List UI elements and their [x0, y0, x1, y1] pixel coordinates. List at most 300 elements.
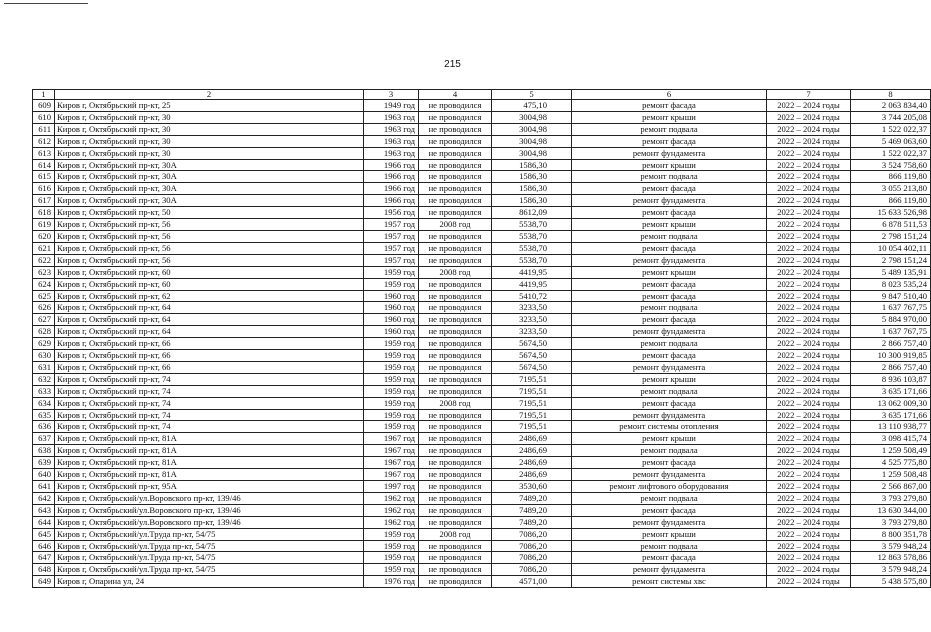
table-row — [33, 350, 931, 362]
table-row — [33, 481, 931, 493]
work-type-cell: ремонт системы отопления — [572, 421, 767, 433]
last-repair-cell: не проводился — [419, 111, 492, 123]
cost-cell: 1 259 508,49 — [851, 445, 931, 457]
table-row — [33, 290, 931, 302]
area-cell: 475,10 — [492, 100, 572, 112]
commission-year-cell: 1960 год — [364, 290, 419, 302]
commission-year-cell: 1963 год — [364, 123, 419, 135]
row-number-cell: 609 — [33, 100, 55, 112]
last-repair-cell: не проводился — [419, 326, 492, 338]
work-type-cell: ремонт крыши — [572, 219, 767, 231]
period-cell: 2022 – 2024 годы — [767, 528, 851, 540]
area-cell: 2486,69 — [492, 433, 572, 445]
period-cell: 2022 – 2024 годы — [767, 171, 851, 183]
table-row — [33, 552, 931, 564]
last-repair-cell: не проводился — [419, 302, 492, 314]
work-type-cell: ремонт фасада — [572, 314, 767, 326]
period-cell: 2022 – 2024 годы — [767, 504, 851, 516]
work-type-cell: ремонт подвала — [572, 492, 767, 504]
row-number-cell: 630 — [33, 350, 55, 362]
address-cell: Киров г, Октябрьский пр-кт, 66 — [55, 338, 364, 350]
area-cell: 5538,70 — [492, 230, 572, 242]
address-cell: Киров г, Октябрьский пр-кт, 64 — [55, 326, 364, 338]
address-cell: Киров г, Октябрьский пр-кт, 30А — [55, 159, 364, 171]
area-cell: 5674,50 — [492, 361, 572, 373]
last-repair-cell: не проводился — [419, 469, 492, 481]
last-repair-cell: не проводился — [419, 457, 492, 469]
work-type-cell: ремонт крыши — [572, 266, 767, 278]
area-cell: 1586,30 — [492, 195, 572, 207]
commission-year-cell: 1959 год — [364, 421, 419, 433]
cost-cell: 6 878 511,53 — [851, 219, 931, 231]
table-row — [33, 171, 931, 183]
period-cell: 2022 – 2024 годы — [767, 123, 851, 135]
last-repair-cell: не проводился — [419, 195, 492, 207]
period-cell: 2022 – 2024 годы — [767, 397, 851, 409]
table-header-row — [33, 90, 931, 100]
period-cell: 2022 – 2024 годы — [767, 564, 851, 576]
period-cell: 2022 – 2024 годы — [767, 492, 851, 504]
cost-cell: 3 793 279,80 — [851, 492, 931, 504]
cost-cell: 3 579 948,24 — [851, 540, 931, 552]
commission-year-cell: 1966 год — [364, 159, 419, 171]
address-cell: Киров г, Октябрьский пр-кт, 30 — [55, 123, 364, 135]
period-cell: 2022 – 2024 годы — [767, 302, 851, 314]
last-repair-cell: не проводился — [419, 481, 492, 493]
last-repair-cell: не проводился — [419, 576, 492, 588]
table-row — [33, 540, 931, 552]
last-repair-cell: не проводился — [419, 564, 492, 576]
cost-cell: 2 866 757,40 — [851, 338, 931, 350]
work-type-cell: ремонт фундамента — [572, 361, 767, 373]
period-cell: 2022 – 2024 годы — [767, 373, 851, 385]
table-row — [33, 100, 931, 112]
cost-cell: 3 635 171,66 — [851, 385, 931, 397]
last-repair-cell: не проводился — [419, 135, 492, 147]
work-type-cell: ремонт крыши — [572, 373, 767, 385]
table-row — [33, 576, 931, 588]
row-number-cell: 641 — [33, 481, 55, 493]
commission-year-cell: 1959 год — [364, 540, 419, 552]
commission-year-cell: 1967 год — [364, 469, 419, 481]
work-type-cell: ремонт подвала — [572, 230, 767, 242]
address-cell: Киров г, Октябрьский/ул.Воровского пр-кт, 139/46 — [55, 504, 364, 516]
work-type-cell: ремонт подвала — [572, 171, 767, 183]
cost-cell: 10 054 402,11 — [851, 242, 931, 254]
work-type-cell: ремонт крыши — [572, 433, 767, 445]
table-row — [33, 254, 931, 266]
cost-cell: 15 633 526,98 — [851, 207, 931, 219]
table-row — [33, 492, 931, 504]
table-row — [33, 123, 931, 135]
period-cell: 2022 – 2024 годы — [767, 552, 851, 564]
commission-year-cell: 1997 год — [364, 481, 419, 493]
table-row — [33, 111, 931, 123]
commission-year-cell: 1959 год — [364, 397, 419, 409]
address-cell: Киров г, Октябрьский пр-кт, 74 — [55, 397, 364, 409]
cost-cell: 2 866 757,40 — [851, 361, 931, 373]
row-number-cell: 620 — [33, 230, 55, 242]
area-cell: 5674,50 — [492, 350, 572, 362]
row-number-cell: 614 — [33, 159, 55, 171]
row-number-cell: 634 — [33, 397, 55, 409]
area-cell: 7489,20 — [492, 516, 572, 528]
row-number-cell: 640 — [33, 469, 55, 481]
last-repair-cell: 2008 год — [419, 266, 492, 278]
area-cell: 2486,69 — [492, 445, 572, 457]
table-row — [33, 361, 931, 373]
address-cell: Киров г, Октябрьский/ул.Труда пр-кт, 54/75 — [55, 528, 364, 540]
row-number-cell: 648 — [33, 564, 55, 576]
cost-cell: 3 055 213,80 — [851, 183, 931, 195]
table-row — [33, 266, 931, 278]
table-row — [33, 302, 931, 314]
address-cell: Киров г, Октябрьский пр-кт, 74 — [55, 409, 364, 421]
commission-year-cell: 1967 год — [364, 445, 419, 457]
row-number-cell: 611 — [33, 123, 55, 135]
address-cell: Киров г, Октябрьский пр-кт, 25 — [55, 100, 364, 112]
area-cell: 7086,20 — [492, 564, 572, 576]
cost-cell: 3 744 205,08 — [851, 111, 931, 123]
work-type-cell: ремонт фундамента — [572, 516, 767, 528]
row-number-cell: 643 — [33, 504, 55, 516]
cost-cell: 2 798 151,24 — [851, 230, 931, 242]
last-repair-cell: не проводился — [419, 445, 492, 457]
area-cell: 1586,30 — [492, 159, 572, 171]
last-repair-cell: не проводился — [419, 385, 492, 397]
cost-cell: 1 637 767,75 — [851, 326, 931, 338]
work-type-cell: ремонт фасада — [572, 290, 767, 302]
address-cell: Киров г, Октябрьский пр-кт, 56 — [55, 242, 364, 254]
period-cell: 2022 – 2024 годы — [767, 516, 851, 528]
table-row — [33, 504, 931, 516]
commission-year-cell: 1967 год — [364, 457, 419, 469]
period-cell: 2022 – 2024 годы — [767, 254, 851, 266]
work-type-cell: ремонт фасада — [572, 504, 767, 516]
commission-year-cell: 1966 год — [364, 171, 419, 183]
address-cell: Киров г, Октябрьский пр-кт, 30А — [55, 183, 364, 195]
row-number-cell: 633 — [33, 385, 55, 397]
commission-year-cell: 1962 год — [364, 504, 419, 516]
work-type-cell: ремонт фасада — [572, 552, 767, 564]
last-repair-cell: не проводился — [419, 207, 492, 219]
period-cell: 2022 – 2024 годы — [767, 409, 851, 421]
commission-year-cell: 1959 год — [364, 266, 419, 278]
area-cell: 8612,09 — [492, 207, 572, 219]
last-repair-cell: не проводился — [419, 230, 492, 242]
cost-cell: 1 637 767,75 — [851, 302, 931, 314]
row-number-cell: 625 — [33, 290, 55, 302]
cost-cell: 10 300 919,85 — [851, 350, 931, 362]
last-repair-cell: 2008 год — [419, 397, 492, 409]
column-number-header: 6 — [572, 90, 767, 100]
area-cell: 7195,51 — [492, 409, 572, 421]
period-cell: 2022 – 2024 годы — [767, 195, 851, 207]
row-number-cell: 612 — [33, 135, 55, 147]
column-number-header: 5 — [492, 90, 572, 100]
cost-cell: 3 524 758,60 — [851, 159, 931, 171]
last-repair-cell: не проводился — [419, 100, 492, 112]
area-cell: 1586,30 — [492, 171, 572, 183]
work-type-cell: ремонт фасада — [572, 183, 767, 195]
period-cell: 2022 – 2024 годы — [767, 183, 851, 195]
cost-cell: 2 566 867,00 — [851, 481, 931, 493]
area-cell: 7086,20 — [492, 552, 572, 564]
address-cell: Киров г, Октябрьский пр-кт, 64 — [55, 314, 364, 326]
period-cell: 2022 – 2024 годы — [767, 207, 851, 219]
area-cell: 7195,51 — [492, 397, 572, 409]
area-cell: 7489,20 — [492, 492, 572, 504]
page-number: 215 — [444, 59, 461, 70]
period-cell: 2022 – 2024 годы — [767, 159, 851, 171]
commission-year-cell: 1959 год — [364, 373, 419, 385]
table-row — [33, 207, 931, 219]
work-type-cell: ремонт фасада — [572, 457, 767, 469]
address-cell: Киров г, Октябрьский/ул.Труда пр-кт, 54/75 — [55, 564, 364, 576]
table-row — [33, 159, 931, 171]
cost-cell: 2 063 834,40 — [851, 100, 931, 112]
last-repair-cell: не проводился — [419, 314, 492, 326]
row-number-cell: 627 — [33, 314, 55, 326]
period-cell: 2022 – 2024 годы — [767, 576, 851, 588]
address-cell: Киров г, Октябрьский пр-кт, 95А — [55, 481, 364, 493]
table-row — [33, 326, 931, 338]
row-number-cell: 646 — [33, 540, 55, 552]
cost-cell: 1 522 022,37 — [851, 123, 931, 135]
commission-year-cell: 1959 год — [364, 409, 419, 421]
period-cell: 2022 – 2024 годы — [767, 469, 851, 481]
last-repair-cell: не проводился — [419, 504, 492, 516]
last-repair-cell: не проводился — [419, 171, 492, 183]
address-cell: Киров г, Октябрьский пр-кт, 60 — [55, 266, 364, 278]
area-cell: 5410,72 — [492, 290, 572, 302]
address-cell: Киров г, Опарина ул, 24 — [55, 576, 364, 588]
area-cell: 5538,70 — [492, 219, 572, 231]
cost-cell: 866 119,80 — [851, 171, 931, 183]
area-cell: 3004,98 — [492, 135, 572, 147]
table-row — [33, 314, 931, 326]
row-number-cell: 621 — [33, 242, 55, 254]
area-cell: 4571,00 — [492, 576, 572, 588]
cost-cell: 3 793 279,80 — [851, 516, 931, 528]
period-cell: 2022 – 2024 годы — [767, 385, 851, 397]
work-type-cell: ремонт подвала — [572, 385, 767, 397]
address-cell: Киров г, Октябрьский пр-кт, 74 — [55, 421, 364, 433]
period-cell: 2022 – 2024 годы — [767, 242, 851, 254]
area-cell: 7086,20 — [492, 528, 572, 540]
row-number-cell: 644 — [33, 516, 55, 528]
commission-year-cell: 1959 год — [364, 350, 419, 362]
commission-year-cell: 1962 год — [364, 516, 419, 528]
row-number-cell: 632 — [33, 373, 55, 385]
row-number-cell: 645 — [33, 528, 55, 540]
table-row — [33, 183, 931, 195]
period-cell: 2022 – 2024 годы — [767, 219, 851, 231]
address-cell: Киров г, Октябрьский пр-кт, 74 — [55, 373, 364, 385]
area-cell: 3233,50 — [492, 302, 572, 314]
commission-year-cell: 1959 год — [364, 361, 419, 373]
address-cell: Киров г, Октябрьский пр-кт, 30А — [55, 171, 364, 183]
last-repair-cell: не проводился — [419, 421, 492, 433]
commission-year-cell: 1957 год — [364, 254, 419, 266]
column-number-header: 4 — [419, 90, 492, 100]
area-cell: 7195,51 — [492, 421, 572, 433]
row-number-cell: 615 — [33, 171, 55, 183]
commission-year-cell: 1962 год — [364, 492, 419, 504]
table-row — [33, 385, 931, 397]
last-repair-cell: не проводился — [419, 242, 492, 254]
work-type-cell: ремонт крыши — [572, 111, 767, 123]
area-cell: 7086,20 — [492, 540, 572, 552]
work-type-cell: ремонт фасада — [572, 135, 767, 147]
area-cell: 4419,95 — [492, 266, 572, 278]
area-cell: 3004,98 — [492, 123, 572, 135]
table-row — [33, 516, 931, 528]
cost-cell: 8 936 103,87 — [851, 373, 931, 385]
table-row — [33, 397, 931, 409]
period-cell: 2022 – 2024 годы — [767, 361, 851, 373]
commission-year-cell: 1963 год — [364, 135, 419, 147]
area-cell: 7489,20 — [492, 504, 572, 516]
row-number-cell: 618 — [33, 207, 55, 219]
commission-year-cell: 1960 год — [364, 314, 419, 326]
last-repair-cell: не проводился — [419, 516, 492, 528]
area-cell: 3530,60 — [492, 481, 572, 493]
row-number-cell: 638 — [33, 445, 55, 457]
top-rule — [4, 3, 88, 4]
address-cell: Киров г, Октябрьский пр-кт, 56 — [55, 230, 364, 242]
area-cell: 1586,30 — [492, 183, 572, 195]
area-cell: 5538,70 — [492, 242, 572, 254]
period-cell: 2022 – 2024 годы — [767, 230, 851, 242]
address-cell: Киров г, Октябрьский пр-кт, 81А — [55, 457, 364, 469]
address-cell: Киров г, Октябрьский пр-кт, 62 — [55, 290, 364, 302]
area-cell: 7195,51 — [492, 385, 572, 397]
table-row — [33, 457, 931, 469]
area-cell: 2486,69 — [492, 457, 572, 469]
work-type-cell: ремонт лифтового оборудования — [572, 481, 767, 493]
work-type-cell: ремонт фундамента — [572, 147, 767, 159]
row-number-cell: 637 — [33, 433, 55, 445]
last-repair-cell: не проводился — [419, 338, 492, 350]
period-cell: 2022 – 2024 годы — [767, 481, 851, 493]
row-number-cell: 642 — [33, 492, 55, 504]
table-row — [33, 195, 931, 207]
period-cell: 2022 – 2024 годы — [767, 111, 851, 123]
cost-cell: 3 579 948,24 — [851, 564, 931, 576]
last-repair-cell: 2008 год — [419, 528, 492, 540]
commission-year-cell: 1963 год — [364, 147, 419, 159]
work-type-cell: ремонт подвала — [572, 338, 767, 350]
cost-cell: 1 522 022,37 — [851, 147, 931, 159]
address-cell: Киров г, Октябрьский пр-кт, 81А — [55, 469, 364, 481]
row-number-cell: 619 — [33, 219, 55, 231]
address-cell: Киров г, Октябрьский/ул.Труда пр-кт, 54/75 — [55, 552, 364, 564]
cost-cell: 5 469 063,60 — [851, 135, 931, 147]
period-cell: 2022 – 2024 годы — [767, 135, 851, 147]
column-number-header: 2 — [55, 90, 364, 100]
row-number-cell: 616 — [33, 183, 55, 195]
last-repair-cell: не проводился — [419, 552, 492, 564]
area-cell: 3004,98 — [492, 147, 572, 159]
last-repair-cell: не проводился — [419, 147, 492, 159]
last-repair-cell: не проводился — [419, 254, 492, 266]
cost-cell: 1 259 508,48 — [851, 469, 931, 481]
work-type-cell: ремонт фундамента — [572, 409, 767, 421]
work-type-cell: ремонт фасада — [572, 100, 767, 112]
row-number-cell: 628 — [33, 326, 55, 338]
row-number-cell: 647 — [33, 552, 55, 564]
cost-cell: 5 438 575,80 — [851, 576, 931, 588]
column-number-header: 8 — [851, 90, 931, 100]
work-type-cell: ремонт фундамента — [572, 254, 767, 266]
commission-year-cell: 1956 год — [364, 207, 419, 219]
row-number-cell: 624 — [33, 278, 55, 290]
work-type-cell: ремонт фундамента — [572, 326, 767, 338]
table-row — [33, 421, 931, 433]
period-cell: 2022 – 2024 годы — [767, 100, 851, 112]
address-cell: Киров г, Октябрьский/ул.Воровского пр-кт, 139/46 — [55, 492, 364, 504]
work-type-cell: ремонт подвала — [572, 302, 767, 314]
row-number-cell: 649 — [33, 576, 55, 588]
table-row — [33, 409, 931, 421]
row-number-cell: 617 — [33, 195, 55, 207]
area-cell: 4419,95 — [492, 278, 572, 290]
last-repair-cell: не проводился — [419, 290, 492, 302]
address-cell: Киров г, Октябрьский пр-кт, 56 — [55, 254, 364, 266]
commission-year-cell: 1959 год — [364, 564, 419, 576]
address-cell: Киров г, Октябрьский/ул.Воровского пр-кт, 139/46 — [55, 516, 364, 528]
commission-year-cell: 1959 год — [364, 552, 419, 564]
cost-cell: 13 062 009,30 — [851, 397, 931, 409]
commission-year-cell: 1963 год — [364, 111, 419, 123]
area-cell: 5674,50 — [492, 338, 572, 350]
row-number-cell: 639 — [33, 457, 55, 469]
table-row — [33, 528, 931, 540]
column-number-header: 7 — [767, 90, 851, 100]
table-row — [33, 219, 931, 231]
commission-year-cell: 1957 год — [364, 230, 419, 242]
area-cell: 3233,50 — [492, 326, 572, 338]
address-cell: Киров г, Октябрьский пр-кт, 74 — [55, 385, 364, 397]
last-repair-cell: не проводился — [419, 123, 492, 135]
cost-cell: 866 119,80 — [851, 195, 931, 207]
last-repair-cell: не проводился — [419, 159, 492, 171]
table-row — [33, 230, 931, 242]
area-cell: 5538,70 — [492, 254, 572, 266]
row-number-cell: 631 — [33, 361, 55, 373]
table-row — [33, 338, 931, 350]
cost-cell: 12 863 578,86 — [851, 552, 931, 564]
work-type-cell: ремонт фасада — [572, 242, 767, 254]
address-cell: Киров г, Октябрьский пр-кт, 66 — [55, 350, 364, 362]
period-cell: 2022 – 2024 годы — [767, 445, 851, 457]
work-type-cell: ремонт фасада — [572, 350, 767, 362]
row-number-cell: 613 — [33, 147, 55, 159]
last-repair-cell: не проводился — [419, 278, 492, 290]
cost-cell: 4 525 775,80 — [851, 457, 931, 469]
work-type-cell: ремонт подвала — [572, 445, 767, 457]
work-type-cell: ремонт фасада — [572, 397, 767, 409]
area-cell: 3004,98 — [492, 111, 572, 123]
area-cell: 7195,51 — [492, 373, 572, 385]
cost-cell: 2 798 151,24 — [851, 254, 931, 266]
area-cell: 2486,69 — [492, 469, 572, 481]
address-cell: Киров г, Октябрьский/ул.Труда пр-кт, 54/75 — [55, 540, 364, 552]
table-row — [33, 469, 931, 481]
commission-year-cell: 1959 год — [364, 528, 419, 540]
work-type-cell: ремонт фундамента — [572, 195, 767, 207]
